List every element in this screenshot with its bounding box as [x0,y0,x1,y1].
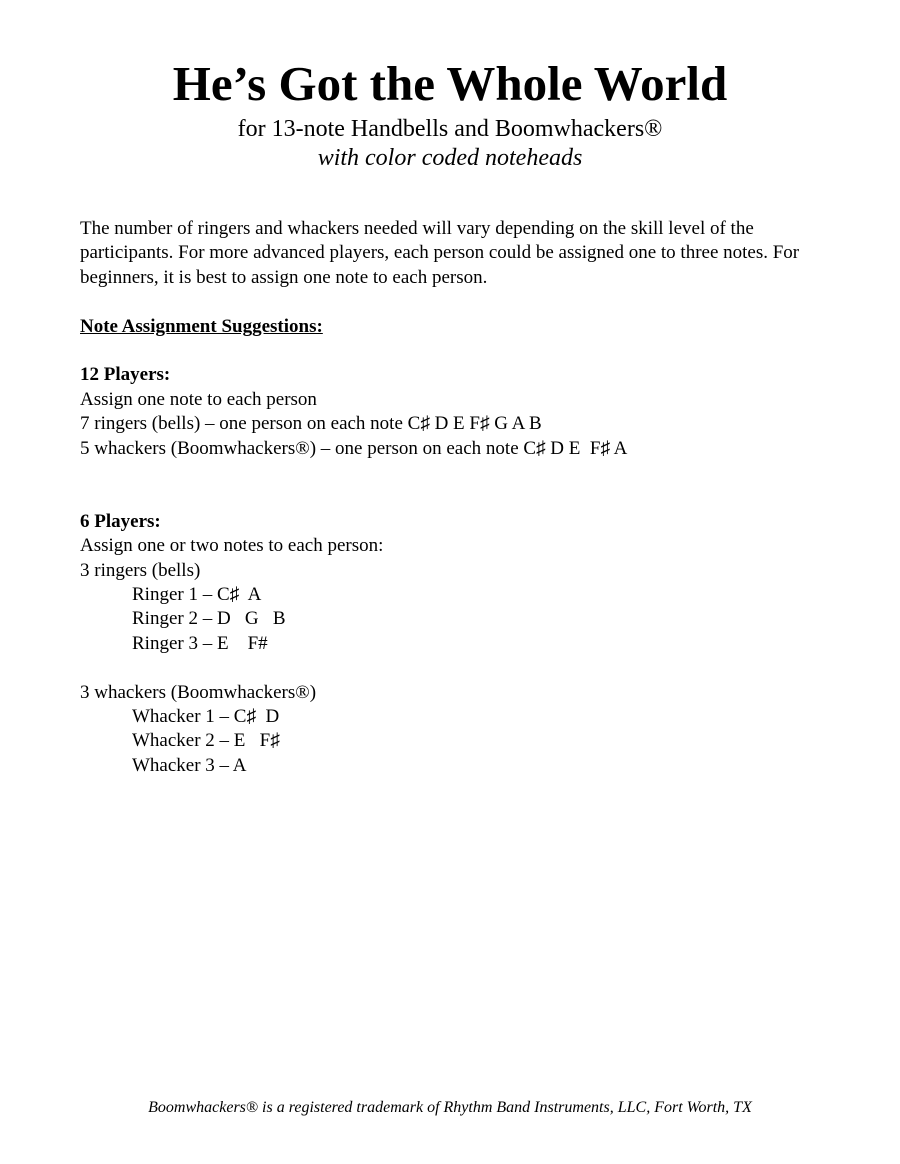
page-subtitle: for 13-note Handbells and Boomwhackers® [237,116,663,142]
ringers-heading: 3 ringers (bells) [80,559,201,581]
spacer [80,290,825,314]
page-subtitle-italic: with color coded noteheads [317,145,583,171]
intro-paragraph: The number of ringers and whackers needed will vary depending on the skill level of the participants. For more advanced players, each person could be assigned one to three notes. For beginners, it is best to assign one note to each person. [80,218,800,288]
ringer-line: Ringer 3 – E F# [132,632,268,654]
six-players-heading: 6 Players: [80,510,161,532]
spacer [80,461,825,510]
whacker-line: Whacker 2 – E F♯ [132,730,280,752]
document-body [80,217,825,778]
trademark-footer: Boomwhackers® is a registered trademark of Rhythm Band Instruments, LLC, Fort Worth, TX [148,1099,752,1116]
twelve-players-line: 7 ringers (bells) – one person on each note C♯ D E F♯ G A B [80,413,542,435]
six-players-assign: Assign one or two notes to each person: [80,535,384,557]
whacker-line: Whacker 1 – C♯ D [132,706,280,728]
ringer-line: Ringer 2 – D G B [132,608,286,630]
suggestions-heading: Note Assignment Suggestions: [80,315,323,337]
spacer [80,339,825,363]
whackers-heading: 3 whackers (Boomwhackers®) [80,681,317,703]
twelve-players-line: Assign one note to each person [80,388,317,410]
ringer-line: Ringer 1 – C♯ A [132,584,262,606]
page-title: He’s Got the Whole World [172,56,728,111]
twelve-players-heading: 12 Players: [80,364,171,386]
spacer [80,656,825,680]
twelve-players-line: 5 whackers (Boomwhackers®) – one person on each note C♯ D E F♯ A [80,437,628,459]
whacker-line: Whacker 3 – A [132,754,247,776]
